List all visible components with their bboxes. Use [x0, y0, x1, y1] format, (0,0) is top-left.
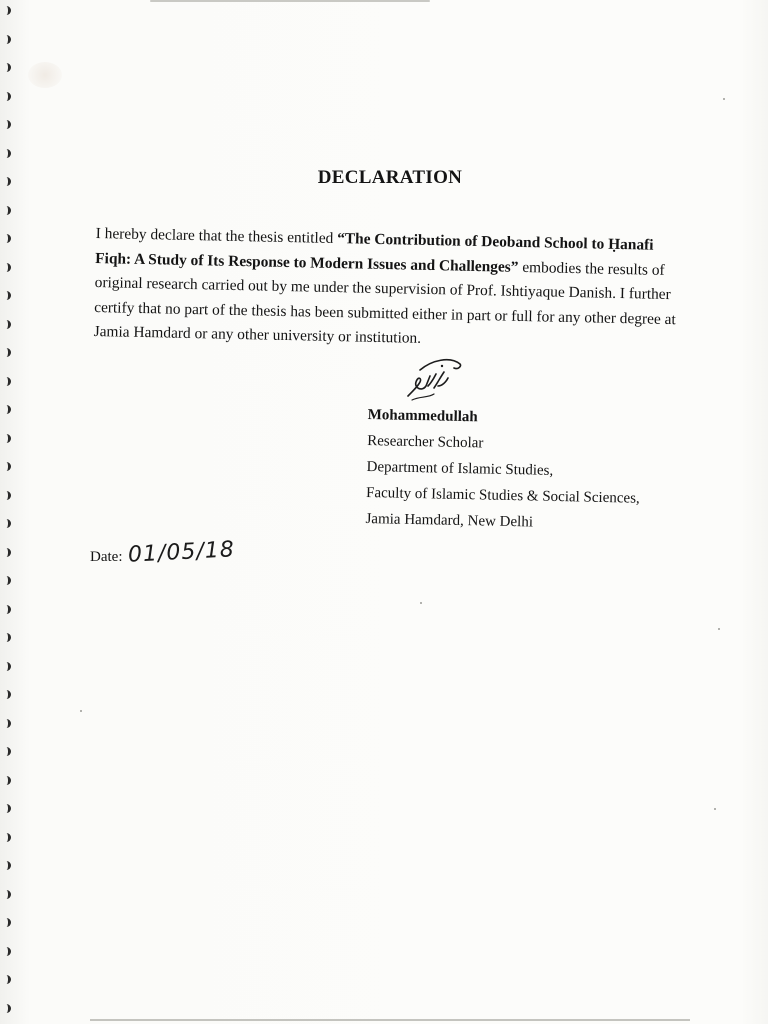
binding-hole [4, 633, 11, 642]
page-top-edge [150, 0, 430, 2]
binding-hole [4, 462, 11, 471]
binding-hole [4, 662, 11, 671]
binding-holes [4, 0, 14, 1024]
declaration-heading: DECLARATION [317, 167, 463, 188]
signatory-block [365, 402, 668, 538]
binding-hole [4, 491, 11, 500]
binding-hole [4, 918, 11, 927]
binding-hole [4, 206, 11, 215]
binding-hole [4, 320, 11, 329]
binding-hole [4, 92, 11, 101]
binding-hole [4, 6, 11, 15]
binding-hole [4, 405, 11, 414]
binding-hole [4, 1004, 11, 1013]
declaration-body [93, 222, 679, 357]
signatory-institution: Jamia Hamdard, New Delhi [365, 510, 534, 531]
binding-hole [4, 548, 11, 557]
binding-hole [4, 719, 11, 728]
binding-hole [4, 120, 11, 129]
signatory-department: Department of Islamic Studies, [366, 458, 554, 479]
binding-hole [4, 519, 11, 528]
binding-hole [4, 776, 11, 785]
binding-hole [4, 234, 11, 243]
signatory-faculty: Faculty of Islamic Studies & Social Sciences, [365, 484, 640, 507]
binding-hole [4, 263, 11, 272]
thesis-title: “The Contribution of Deoband School to Ḥanafi Fiqh: A Study of Its Response to Modern Issues and Challenges” [95, 230, 654, 276]
paper-speck [718, 628, 720, 630]
date-row [90, 537, 310, 580]
signatory-designation: Researcher Scholar [367, 432, 484, 452]
date-handwritten-value: 01/05/18 [127, 537, 236, 568]
binding-hole [4, 434, 11, 443]
binding-hole [4, 975, 11, 984]
binding-hole [4, 348, 11, 357]
binding-hole [4, 63, 11, 72]
binding-hole [4, 377, 11, 386]
paper-stain [28, 62, 62, 88]
binding-hole [4, 690, 11, 699]
binding-hole [4, 804, 11, 813]
binding-hole [4, 605, 11, 614]
binding-hole [4, 35, 11, 44]
paper-speck [420, 602, 422, 604]
paper-speck [723, 98, 725, 100]
date-label: Date: [90, 549, 123, 565]
paper-speck [714, 808, 716, 810]
signatory-name: Mohammedullah [367, 406, 478, 426]
binding-hole [4, 890, 11, 899]
paper-speck [80, 710, 82, 712]
binding-hole [4, 576, 11, 585]
declaration-intro: I hereby declare that the thesis entitled [95, 224, 338, 248]
binding-hole [4, 861, 11, 870]
page-bottom-edge [90, 1019, 690, 1021]
declaration-body-rest: embodies the results of original research carried out by me under the supervision of Prof. Ishtiyaque Danish. I further certify that no part of the thesis has been submitted either in part or full for any other degree at Jamia Hamdard or any other university or institution. [93, 258, 676, 347]
binding-hole [4, 747, 11, 756]
binding-hole [4, 947, 11, 956]
binding-hole [4, 149, 11, 158]
handwritten-signature [398, 352, 468, 408]
binding-hole [4, 833, 11, 842]
binding-hole [4, 291, 11, 300]
